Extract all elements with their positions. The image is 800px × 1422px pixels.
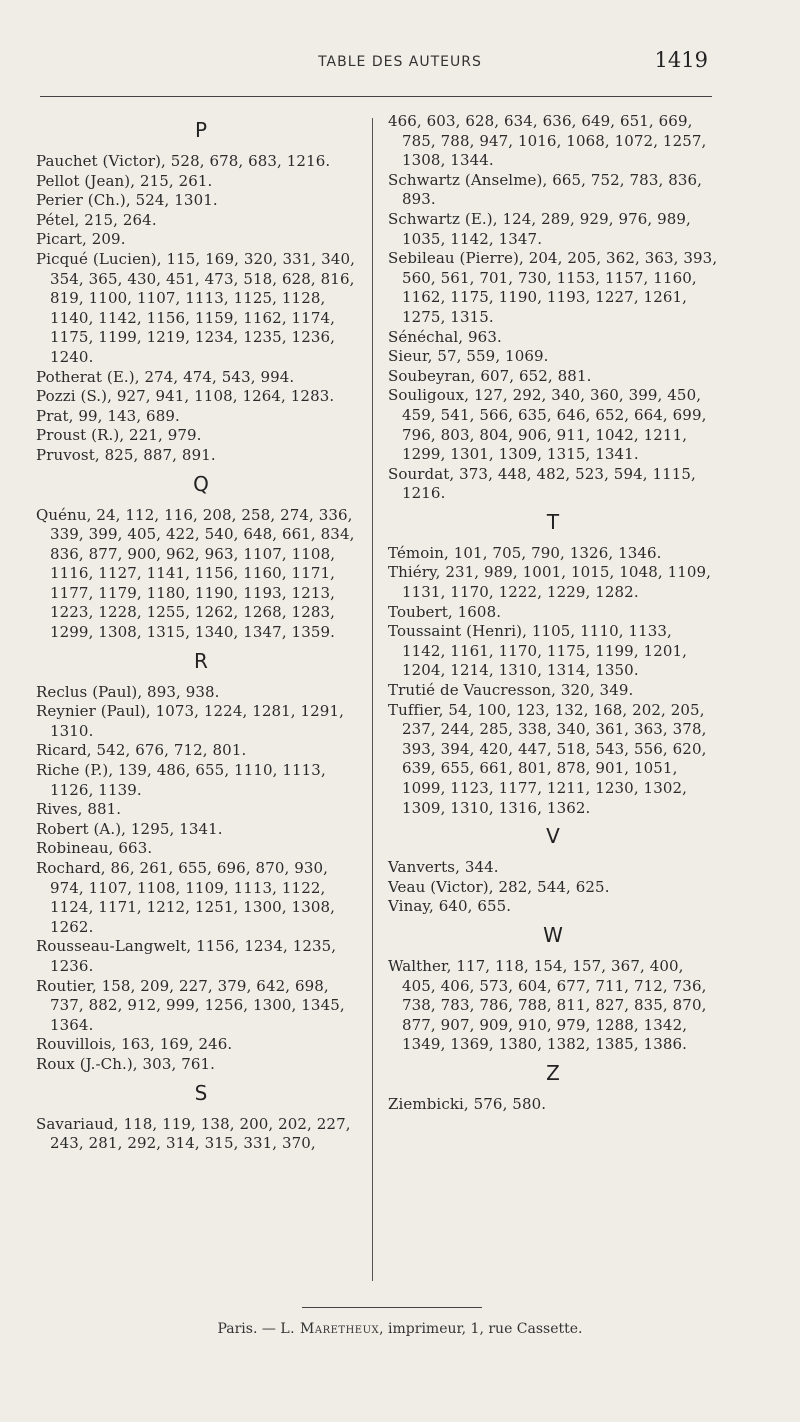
index-entry: Perier (Ch.), 524, 1301. [36,191,218,210]
index-entry: Tuffier, 54, 100, 123, 132, 168, 202, 205, 237, 244, 285, 338, 340, 361, 363, 378, 393, 394, 420, 447, 518, 543, 556, 620, 639, 655, 661, 801, 878, 901, 1051, 1099, 1123, 1177, 1211, 1230, 1302, 1309, 1310, 1316, 1362. [388,700,707,817]
index-entry: Sourdat, 373, 448, 482, 523, 594, 1115, 1216. [388,464,696,503]
index-entry: Pauchet (Victor), 528, 678, 683, 1216. [36,152,331,170]
index-entry: Schwartz (Anselme), 665, 752, 783, 836, 893. [388,170,702,209]
index-entry: 466, 603, 628, 634, 636, 649, 651, 669, 785, 788, 947, 1016, 1068, 1072, 1257, 1308, 1344. [388,112,707,170]
index-entry: Picqué (Lucien), 115, 169, 320, 331, 340, 354, 365, 430, 451, 473, 518, 628, 816, 819, 1100, 1107, 1113, 1125, 1128, 1140, 1142, 1156, 1159, 1162, 1174, 1175, 1199, 1219, 1234, 1235, 1236, 1240. [36,249,355,366]
index-entry: Thiéry, 231, 989, 1001, 1015, 1048, 1109, 1131, 1170, 1222, 1229, 1282. [388,563,712,602]
index-entry: Walther, 117, 118, 154, 157, 367, 400, 405, 406, 573, 604, 677, 711, 712, 736, 738, 783, 786, 788, 811, 827, 835, 870, 877, 907, 909, 910, 979, 1288, 1342, 1349, 1369, 1380, 1382, 1385, 1386. [388,956,707,1054]
index-entry: Reclus (Paul), 893, 938. [36,682,220,701]
index-entry: Schwartz (E.), 124, 289, 929, 976, 989, 1035, 1142, 1347. [388,209,691,248]
header-rule [40,96,712,97]
index-entry: Rochard, 86, 261, 655, 696, 870, 930, 974, 1107, 1108, 1109, 1113, 1122, 1124, 1171, 1212, 1251, 1300, 1308, 1262. [36,859,335,936]
section-letter: P [194,118,208,142]
index-entry: Pellot (Jean), 215, 261. [36,171,213,190]
index-entry: Reynier (Paul), 1073, 1224, 1281, 1291, 1310. [36,702,344,740]
index-entry: Rives, 881. [36,800,122,819]
section-letter: R [194,648,208,673]
index-entry: Savariaud, 118, 119, 138, 200, 202, 227, 243, 281, 292, 314, 315, 331, 370, [36,1114,351,1153]
index-entry: Trutié de Vaucresson, 320, 349. [388,681,634,700]
index-entry: Vinay, 640, 655. [388,897,512,916]
index-entry: Ziembicki, 576, 580. [388,1094,547,1113]
printer-footer [0,1321,800,1337]
index-entry: Proust (R.), 221, 979. [36,426,202,445]
index-entry: Souligoux, 127, 292, 340, 360, 399, 450, 459, 541, 566, 635, 646, 652, 664, 699, 796, 803, 804, 906, 911, 1042, 1211, 1299, 1301, 1309, 1315, 1341. [388,386,707,464]
index-entry: Toubert, 1608. [388,602,502,621]
page-number: 1419 [654,48,708,72]
right-column [388,112,718,1115]
index-entry: Pruvost, 825, 887, 891. [36,445,216,464]
index-entry: Rousseau-Langwelt, 1156, 1234, 1235, 1236. [36,937,337,975]
index-entry: Routier, 158, 209, 227, 379, 642, 698, 737, 882, 912, 999, 1256, 1300, 1345, 1364. [36,976,345,1034]
left-column [36,112,366,1154]
index-entry: Robineau, 663. [36,839,153,858]
index-entry: Prat, 99, 143, 689. [36,406,180,425]
index-entry: Sebileau (Pierre), 204, 205, 362, 363, 393, 560, 561, 701, 730, 1153, 1157, 1160, 1162, 1175, 1190, 1193, 1227, 1261, 1275, 1315. [388,249,718,326]
running-header-title: TABLE DES AUTEURS [318,54,482,70]
index-entry: Rouvillois, 163, 169, 246. [36,1035,233,1054]
column-divider [372,118,373,1281]
footer-rule [302,1307,482,1308]
index-entry: Robert (A.), 1295, 1341. [36,819,223,838]
section-letter: S [194,1080,208,1105]
section-letter: T [546,509,560,534]
section-letter: V [546,824,560,849]
section-letter: Q [193,471,209,496]
section-letter: W [543,922,563,947]
index-entry: Roux (J.-Ch.), 303, 761. [36,1054,216,1073]
index-entry: Pozzi (S.), 927, 941, 1108, 1264, 1283. [36,387,335,406]
index-entry: Soubeyran, 607, 652, 881. [388,366,592,385]
index-entry: Vanverts, 344. [388,858,499,877]
section-letter: Z [546,1060,560,1085]
footer-suffix: , imprimeur, 1, rue Cassette. [379,1321,583,1337]
index-entry: Quénu, 24, 112, 116, 208, 258, 274, 336, 339, 399, 405, 422, 540, 648, 661, 834, 836, 877, 900, 962, 963, 1107, 1108, 1116, 1127, 1141, 1156, 1160, 1171, 1177, 1179, 1180, 1190, 1193, 1213, 1223, 1228, 1255, 1262, 1268, 1283, 1299, 1308, 1315, 1340, 1347, 1359. [36,505,355,642]
index-entry: Veau (Victor), 282, 544, 625. [388,877,610,896]
index-entry: Témoin, 101, 705, 790, 1326, 1346. [388,543,662,562]
footer-printer-name: L. Maretheux [280,1321,380,1337]
footer-prefix: Paris. — [217,1321,281,1337]
index-entry: Sénéchal, 963. [388,327,502,346]
index-entry: Riche (P.), 139, 486, 655, 1110, 1113, 1126, 1139. [36,761,326,799]
index-entry: Sieur, 57, 559, 1069. [388,347,549,366]
index-entry: Pétel, 215, 264. [36,210,157,229]
index-entry: Picart, 209. [36,230,126,249]
index-entry: Ricard, 542, 676, 712, 801. [36,741,247,760]
index-entry: Toussaint (Henri), 1105, 1110, 1133, 1142, 1161, 1170, 1175, 1199, 1201, 1204, 1214, 1310, 1314, 1350. [388,622,687,680]
index-entry: Potherat (E.), 274, 474, 543, 994. [36,367,295,386]
